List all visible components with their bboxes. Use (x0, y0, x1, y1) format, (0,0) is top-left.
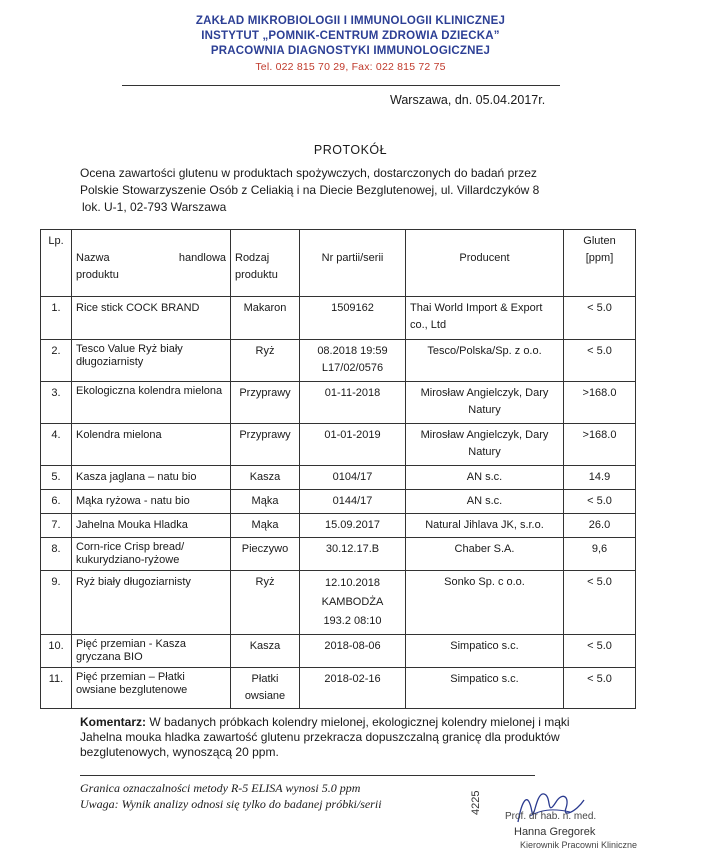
row-gluten: 26.0 (564, 514, 636, 538)
row-gluten: < 5.0 (564, 571, 636, 635)
row-producer: Simpatico s.c. (406, 635, 564, 668)
row-batch: 01-11-2018 (300, 382, 406, 424)
header-gluten-word2: [ppm] (585, 252, 614, 264)
row-producer: Thai World Import & Export co., Ltd (406, 297, 564, 340)
results-table (40, 229, 636, 709)
header-name-word2: handlowa (178, 252, 226, 264)
row-type: Przyprawy (231, 382, 300, 424)
row-lp: 10. (41, 635, 72, 668)
footer-line-1: Granica oznaczalności metody R-5 ELISA wynosi 5.0 ppm (80, 781, 361, 795)
row-producer: Sonko Sp. c o.o. (406, 571, 564, 635)
document-title: PROTOKÓŁ (313, 143, 388, 157)
row-name: Rice stick COCK BRAND (72, 297, 231, 340)
comment-label: Komentarz: (80, 715, 147, 729)
row-type: Mąka (231, 514, 300, 538)
row-gluten: < 5.0 (564, 297, 636, 340)
institution-line-3: PRACOWNIA DIAGNOSTYKI IMMUNOLOGICZNEJ (210, 45, 491, 57)
intro-line-2: Polskie Stowarzyszenie Osób z Celiakią i na Diecie Bezglutenowej, ul. Villardczyków 8 (80, 183, 540, 197)
header-name-word1: Nazwa (76, 252, 110, 264)
row-name: Tesco Value Ryż biały długoziarnisty (72, 340, 231, 382)
contact-phone: Tel. 022 815 70 29, Fax: 022 815 72 75 (255, 61, 446, 73)
header-divider (122, 85, 560, 86)
row-batch: 30.12.17.B (300, 538, 406, 571)
row-name: Pięć przemian - Kasza gryczana BIO (72, 635, 231, 668)
row-type: Mąka (231, 490, 300, 514)
row-name: Pięć przemian – Płatki owsiane bezglutenowe (72, 668, 231, 709)
row-type: Płatki owsiane (231, 668, 300, 709)
table-row (41, 538, 636, 571)
row-gluten: < 5.0 (564, 490, 636, 514)
row-lp: 3. (41, 382, 72, 424)
row-gluten: < 5.0 (564, 668, 636, 709)
row-lp: 1. (41, 297, 72, 340)
table-row (41, 490, 636, 514)
header-producer (406, 230, 564, 297)
stamp-name: Hanna Gregorek (514, 826, 596, 838)
row-batch: 0104/17 (300, 466, 406, 490)
row-type: Kasza (231, 466, 300, 490)
stamp-dept: Kierownik Pracowni Kliniczne (520, 840, 638, 850)
row-gluten: 14.9 (564, 466, 636, 490)
header-name-word3: produktu (76, 269, 119, 281)
table-header-row (41, 230, 636, 297)
row-producer: AN s.c. (406, 490, 564, 514)
table-row (41, 668, 636, 709)
row-type: Przyprawy (231, 424, 300, 466)
row-batch: 08.2018 19:59 L17/02/0576 (300, 340, 406, 382)
header-gluten (564, 230, 636, 297)
row-name: Ryż biały długoziarnisty (72, 571, 231, 635)
header-batch (300, 230, 406, 297)
row-lp: 2. (41, 340, 72, 382)
row-type: Ryż (231, 340, 300, 382)
row-name: Jahelna Mouka Hladka (72, 514, 231, 538)
row-lp: 9. (41, 571, 72, 635)
table-row (41, 571, 636, 635)
table-row (41, 382, 636, 424)
row-producer: AN s.c. (406, 466, 564, 490)
row-gluten: >168.0 (564, 382, 636, 424)
signature-scribble (500, 782, 590, 832)
header-gluten-word1: Gluten (583, 235, 616, 247)
footer-line-2: Uwaga: Wynik analizy odnosi się tylko do badanej próbki/serii (80, 797, 382, 811)
table-row (41, 424, 636, 466)
row-gluten: < 5.0 (564, 635, 636, 668)
row-batch: 0144/17 (300, 490, 406, 514)
header-type-word2: produktu (235, 269, 278, 281)
row-name: Ekologiczna kolendra mielona (72, 382, 231, 424)
footer-divider (80, 775, 535, 776)
row-lp: 11. (41, 668, 72, 709)
row-lp: 4. (41, 424, 72, 466)
row-type: Kasza (231, 635, 300, 668)
header-type-word1: Rodzaj (235, 252, 270, 264)
intro-line-3: lok. U-1, 02-793 Warszawa (82, 200, 227, 214)
row-batch: 15.09.2017 (300, 514, 406, 538)
stamp-title: Prof. dr hab. n. med. (505, 811, 597, 822)
table-row (41, 297, 636, 340)
row-lp: 8. (41, 538, 72, 571)
row-gluten: < 5.0 (564, 340, 636, 382)
comment-text: W badanych próbkach kolendry mielonej, ekologicznej kolendry mielonej i mąki Jahelna mouka hladka zawartość glutenu przekracza dopuszczalną granicę dla produktów bezglutenowych, wynoszącą 20 ppm. (80, 715, 570, 759)
institution-line-1: ZAKŁAD MIKROBIOLOGII I IMMUNOLOGII KLINICZNEJ (195, 15, 506, 27)
table-row (41, 635, 636, 668)
row-producer: Chaber S.A. (406, 538, 564, 571)
row-batch: 1509162 (300, 297, 406, 340)
row-name: Kolendra mielona (72, 424, 231, 466)
table-row (41, 340, 636, 382)
row-batch: 2018-08-06 (300, 635, 406, 668)
row-producer: Tesco/Polska/Sp. z o.o. (406, 340, 564, 382)
row-lp: 5. (41, 466, 72, 490)
document-date: Warszawa, dn. 05.04.2017r. (390, 93, 546, 107)
row-lp: 7. (41, 514, 72, 538)
comment-paragraph (80, 715, 600, 760)
row-lp: 6. (41, 490, 72, 514)
header-name (72, 230, 231, 297)
stamp-number: 4225 (470, 790, 482, 815)
row-name: Kasza jaglana – natu bio (72, 466, 231, 490)
row-name: Mąka ryżowa - natu bio (72, 490, 231, 514)
row-type: Makaron (231, 297, 300, 340)
row-gluten: 9,6 (564, 538, 636, 571)
row-type: Pieczywo (231, 538, 300, 571)
header-batch-label: Nr partii/serii (321, 252, 384, 264)
institution-line-2: INSTYTUT „POMNIK-CENTRUM ZDROWIA DZIECKA” (201, 30, 500, 42)
row-producer: Mirosław Angielczyk, Dary Natury (406, 382, 564, 424)
table-row (41, 514, 636, 538)
row-type: Ryż (231, 571, 300, 635)
table-row (41, 466, 636, 490)
row-batch: 12.10.2018 KAMBODŻA 193.2 08:10 (300, 571, 406, 635)
header-lp: Lp. (41, 230, 72, 297)
row-producer: Mirosław Angielczyk, Dary Natury (406, 424, 564, 466)
header-type (231, 230, 300, 297)
row-name: Corn-rice Crisp bread/ kukurydziano-ryżowe (72, 538, 231, 571)
header-producer-label: Producent (459, 252, 510, 264)
row-producer: Natural Jihlava JK, s.r.o. (406, 514, 564, 538)
row-batch: 01-01-2019 (300, 424, 406, 466)
row-batch: 2018-02-16 (300, 668, 406, 709)
intro-line-1: Ocena zawartości glutenu w produktach spożywczych, dostarczonych do badań przez (80, 166, 537, 180)
row-producer: Simpatico s.c. (406, 668, 564, 709)
row-gluten: >168.0 (564, 424, 636, 466)
